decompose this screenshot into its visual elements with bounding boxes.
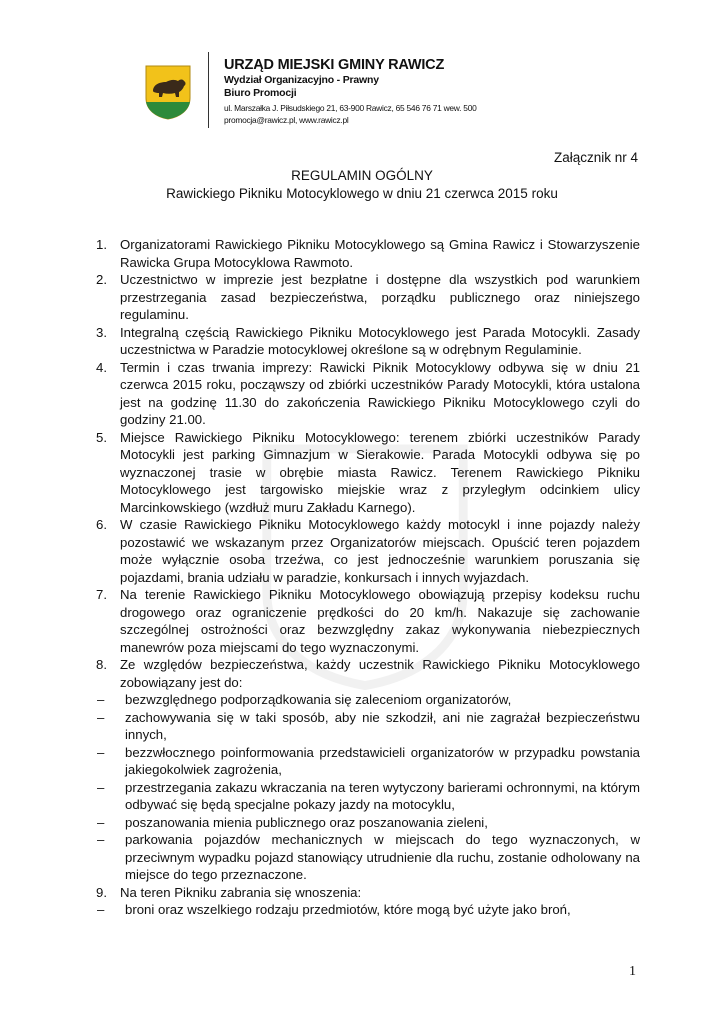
list-item-text: Termin i czas trwania imprezy: Rawicki Piknik Motocyklowy odbywa się w dniu 21 czerwca 2015 roku, począwszy od zbiórki uczestników Parady Motocykli, która ustalona jest na godzinę 11.30 do zakończenia Rawickiego Pikniku Motocyklowego czyli do godziny 21.00. <box>120 359 640 427</box>
list-bullet: – <box>97 692 105 707</box>
list-item <box>96 691 640 709</box>
list-item <box>96 709 640 744</box>
list-number: 4. <box>96 359 107 375</box>
list-item <box>96 359 640 429</box>
list-number: 5. <box>96 429 107 445</box>
list-item-text: Na terenie Rawickiego Pikniku Motocyklowego obowiązują przepisy kodeksu ruchu drogowego oraz ograniczenie prędkości do 20 km/h. Nakazuje się zachowanie szczególnej ostrożności oraz bezwzględny zakaz wykonywania niebezpiecznych manewrów poza miejscami do tego wyznaczonymi. <box>120 587 640 655</box>
contact-line: promocja@rawicz.pl, www.rawicz.pl <box>224 115 349 125</box>
list-item <box>96 236 640 271</box>
list-item-text: parkowania pojazdów mechanicznych w miejscach do tego wyznaczonych, w przeciwnym wypadku pojazd stanowiący utrudnienie dla ruchu, zostanie odholowany na miejsce do tego przeznaczone. <box>125 832 640 882</box>
list-item <box>96 901 640 919</box>
annex-label: Załącznik nr 4 <box>553 150 638 165</box>
list-item-text: Miejsce Rawickiego Pikniku Motocyklowego: terenem zbiórki uczestników Parady Motocykli jest parking Gimnazjum w Sierakowie. Parada Motocykli odbywa się po wyznaczonej trasie w obrębie miasta Rawicz. Terenem Rawickiego Pikniku Motocyklowego jest targowisko miejskie wraz z przyległym odcinkiem ulicy Marcinkowskiego (wzdłuż muru Zakładu Karnego). <box>120 429 640 515</box>
list-item-text: Uczestnictwo w imprezie jest bezpłatne i dostępne dla wszystkich pod warunkiem przestrzegania zasad bezpieczeństwa, porządku publicznego oraz niniejszego regulaminu. <box>120 272 640 322</box>
list-item <box>96 779 640 814</box>
list-item <box>96 586 640 656</box>
list-number: 1. <box>96 237 107 252</box>
list-bullet: – <box>97 814 105 830</box>
list-item-text: przestrzegania zakazu wkraczania na teren wytyczony barierami ochronnymi, na którym odbywać się będą specjalne pokazy jazdy na motocyklu, <box>125 779 640 812</box>
list-item <box>96 656 640 691</box>
list-bullet: – <box>97 744 105 760</box>
list-number: 3. <box>96 324 107 340</box>
list-number: 8. <box>96 657 107 672</box>
list-number: 7. <box>96 587 107 602</box>
list-item-text: broni oraz wszelkiego rodzaju przedmiotów, które mogą być użyte jako broń, <box>125 902 571 917</box>
list-item <box>96 814 640 832</box>
list-item-text: poszanowania mienia publicznego oraz poszanowania zieleni, <box>125 814 488 830</box>
list-item-text: bezwzględnego podporządkowania się zaleceniom organizatorów, <box>125 692 512 707</box>
list-item-text: Na teren Pikniku zabrania się wnoszenia: <box>120 884 362 900</box>
page-number: 1 <box>629 964 636 979</box>
list-item <box>96 744 640 779</box>
list-bullet: – <box>97 709 105 725</box>
list-item <box>96 324 640 359</box>
list-number: 6. <box>96 517 107 532</box>
list-item <box>96 429 640 517</box>
list-bullet: – <box>97 902 105 917</box>
list-item <box>96 831 640 884</box>
list-item-text: zachowywania się w taki sposób, aby nie szkodził, ani nie zagrażał bezpieczeństwu innych, <box>125 709 640 742</box>
list-item-text: Integralną częścią Rawickiego Pikniku Motocyklowego jest Parada Motocykli. Zasady uczestnictwa w Paradzie motocyklowej określone są w odrębnym Regulaminie. <box>120 324 640 357</box>
list-item <box>96 884 640 902</box>
document-title-line2: Rawickiego Pikniku Motocyklowego w dniu 21 czerwca 2015 roku <box>166 186 558 201</box>
address-line: ul. Marszałka J. Piłsudskiego 21, 63-900 Rawicz, 65 546 76 71 wew. 500 <box>224 103 477 113</box>
list-number: 9. <box>96 884 107 900</box>
department-name: Wydział Organizacyjno - Prawny <box>224 74 379 86</box>
list-item-text: Organizatorami Rawickiego Pikniku Motocyklowego są Gmina Rawicz i Stowarzyszenie Rawicka Grupa Motocyklowa Rawmoto. <box>120 237 640 270</box>
list-item <box>96 271 640 324</box>
list-item-text: W czasie Rawickiego Pikniku Motocyklowego każdy motocykl i inne pojazdy należy pozostawić we wskazanym przez Organizatorów miejscach. Opuścić teren pojazdem może wyłącznie osoba trzeźwa, co jest jednocześnie warunkiem poruszania się pojazdami, brania udziału w paradzie, konkursach i innych wyjazdach. <box>120 517 640 585</box>
list-bullet: – <box>97 832 105 847</box>
office-name: Biuro Promocji <box>224 87 297 99</box>
document-title <box>0 167 724 203</box>
list-bullet: – <box>97 779 105 795</box>
regulation-list <box>96 236 640 919</box>
institution-name: URZĄD MIEJSKI GMINY RAWICZ <box>224 57 445 73</box>
document-title-line1: REGULAMIN OGÓLNY <box>291 168 433 183</box>
list-item <box>96 516 640 586</box>
list-item-text: bezzwłocznego poinformowania przedstawicieli organizatorów w przypadku powstania jakiegokolwiek zagrożenia, <box>125 744 640 777</box>
bear-crest-icon <box>144 64 192 120</box>
letterhead <box>224 56 644 126</box>
list-number: 2. <box>96 272 107 287</box>
header-divider <box>208 52 209 128</box>
list-item-text: Ze względów bezpieczeństwa, każdy uczestnik Rawickiego Pikniku Motocyklowego zobowiązany jest do: <box>120 657 640 690</box>
